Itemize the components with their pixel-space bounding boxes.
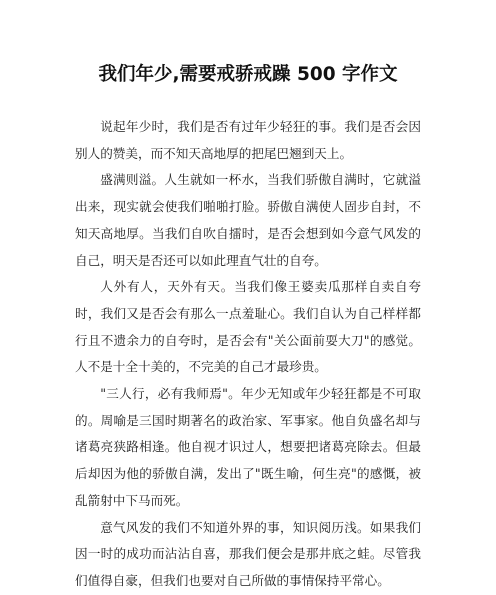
paragraph: 意气风发的我们不知道外界的事，知识阅历浅。如果我们因一时的成功而沾沾自喜，那我们便会是那井底之蛙。尽管我们值得自豪，但我们也要对自己所做的事情保持平常心。	[75, 519, 421, 588]
paragraph: 盛满则溢。人生就如一杯水，当我们骄傲自满时，它就溢出来，现实就会使我们啪啪打脸。骄傲自满使人固步自封，不知天高地厚。当我们自吹自擂时，是否会想到如今意气风发的自己，明天是否还可以如此理直气壮的自夸。	[75, 172, 421, 268]
document-title: 我们年少,需要戒骄戒躁 500 字作文	[98, 64, 398, 85]
paragraph: "三人行，必有我师焉"。年少无知或年少轻狂都是不可取的。周喻是三国时期著名的政治家、军事家。他自负盛名却与诸葛亮狭路相逢。他自视才识过人，想要把诸葛亮除去。但最后却因为他的骄傲自满，发出了"既生喻，何生亮"的感慨，被乱箭射中下马而死。	[75, 386, 421, 508]
paragraph: 人外有人，天外有天。当我们像王婆卖瓜那样自卖自夸时，我们又是否会有那么一点羞耻心。我们自认为自己样样都行且不遗余力的自夸时，是否会有"关公面前耍大刀"的感觉。人不是十全十美的，不完美的自己才最珍贵。	[75, 279, 421, 375]
paragraph: 说起年少时，我们是否有过年少轻狂的事。我们是否会因别人的赞美，而不知天高地厚的把尾巴翘到天上。	[75, 119, 421, 161]
document-body	[75, 114, 421, 595]
